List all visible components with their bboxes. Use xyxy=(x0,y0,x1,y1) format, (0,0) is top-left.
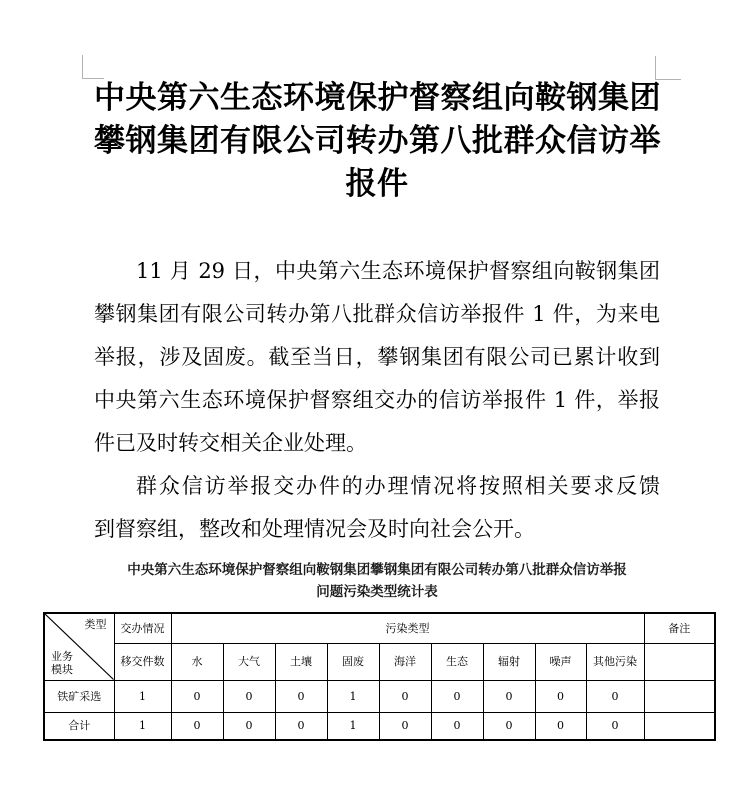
table-caption-line: 问题污染类型统计表 xyxy=(316,584,438,600)
value-cell: 0 xyxy=(535,680,586,712)
corner-label-line: 模块 xyxy=(51,662,73,676)
text-boundary-mark-top-left xyxy=(82,55,104,79)
paragraph-1-line: 件已及时转交相关企业处理。 xyxy=(94,431,367,455)
title-line: 中央第六生态环境保护督察组向鞍钢集团 xyxy=(94,80,661,116)
corner-label-business-module xyxy=(51,650,73,676)
subheader-transferred-count: 移交件数 xyxy=(114,643,171,680)
value-cell: 0 xyxy=(535,712,586,740)
value-cell: 0 xyxy=(275,712,327,740)
paragraph-1-line: 举报，涉及固废。截至当日，攀钢集团有限公司已累计收到 xyxy=(94,345,660,369)
value-cell: 0 xyxy=(483,712,535,740)
header-transfer-status: 交办情况 xyxy=(114,613,171,643)
row-label-total: 合计 xyxy=(44,712,114,740)
row-label-iron-ore-mining: 铁矿采选 xyxy=(44,680,114,712)
paragraph-2-line: 群众信访举报交办件的办理情况将按照相关要求反馈 xyxy=(136,474,660,498)
header-pollution-type: 污染类型 xyxy=(171,613,644,643)
remark-cell xyxy=(644,712,715,740)
value-cell: 0 xyxy=(586,712,644,740)
value-cell: 0 xyxy=(431,712,483,740)
value-cell: 0 xyxy=(586,680,644,712)
value-cell: 0 xyxy=(379,680,431,712)
paragraph-2-line: 到督察组，整改和处理情况会及时向社会公开。 xyxy=(94,517,535,541)
value-cell: 0 xyxy=(275,680,327,712)
subheader-radiation: 辐射 xyxy=(483,643,535,680)
value-cell: 0 xyxy=(171,712,223,740)
value-cell: 1 xyxy=(114,712,171,740)
subheader-ocean: 海洋 xyxy=(379,643,431,680)
table-caption-line: 中央第六生态环境保护督察组向鞍钢集团攀钢集团有限公司转办第八批群众信访举报 xyxy=(127,562,627,578)
subheader-air: 大气 xyxy=(223,643,275,680)
table-row xyxy=(44,712,715,740)
pollution-type-stats-table xyxy=(43,612,716,741)
corner-label-line: 业务 xyxy=(51,649,73,663)
value-cell: 1 xyxy=(327,712,379,740)
value-cell: 1 xyxy=(114,680,171,712)
subheader-noise: 噪声 xyxy=(535,643,586,680)
paragraph-1-line: 攀钢集团有限公司转办第八批群众信访举报件 1 件，为来电 xyxy=(94,302,660,326)
corner-label-type: 类型 xyxy=(84,618,107,631)
title-line: 报件 xyxy=(345,166,409,202)
subheader-soil: 土壤 xyxy=(275,643,327,680)
document-title xyxy=(94,77,660,206)
value-cell: 0 xyxy=(483,680,535,712)
value-cell: 1 xyxy=(327,680,379,712)
title-line: 攀钢集团有限公司转办第八批群众信访举 xyxy=(94,123,661,159)
table-row xyxy=(44,680,715,712)
header-remark: 备注 xyxy=(644,613,715,643)
remark-cell xyxy=(644,680,715,712)
subheader-other-pollution: 其他污染 xyxy=(586,643,644,680)
subheader-ecology: 生态 xyxy=(431,643,483,680)
value-cell: 0 xyxy=(223,680,275,712)
value-cell: 0 xyxy=(223,712,275,740)
value-cell: 0 xyxy=(379,712,431,740)
subheader-solid-waste: 固废 xyxy=(327,643,379,680)
paragraph-1-line: 中央第六生态环境保护督察组交办的信访举报件 1 件，举报 xyxy=(94,388,660,412)
table-caption xyxy=(47,559,707,603)
value-cell: 0 xyxy=(171,680,223,712)
document-body xyxy=(94,250,660,551)
paragraph-1-line: 11 月 29 日，中央第六生态环境保护督察组向鞍钢集团 xyxy=(136,259,660,283)
subheader-water: 水 xyxy=(171,643,223,680)
corner-cell xyxy=(44,613,114,680)
remark-subheader-empty xyxy=(644,643,715,680)
value-cell: 0 xyxy=(431,680,483,712)
